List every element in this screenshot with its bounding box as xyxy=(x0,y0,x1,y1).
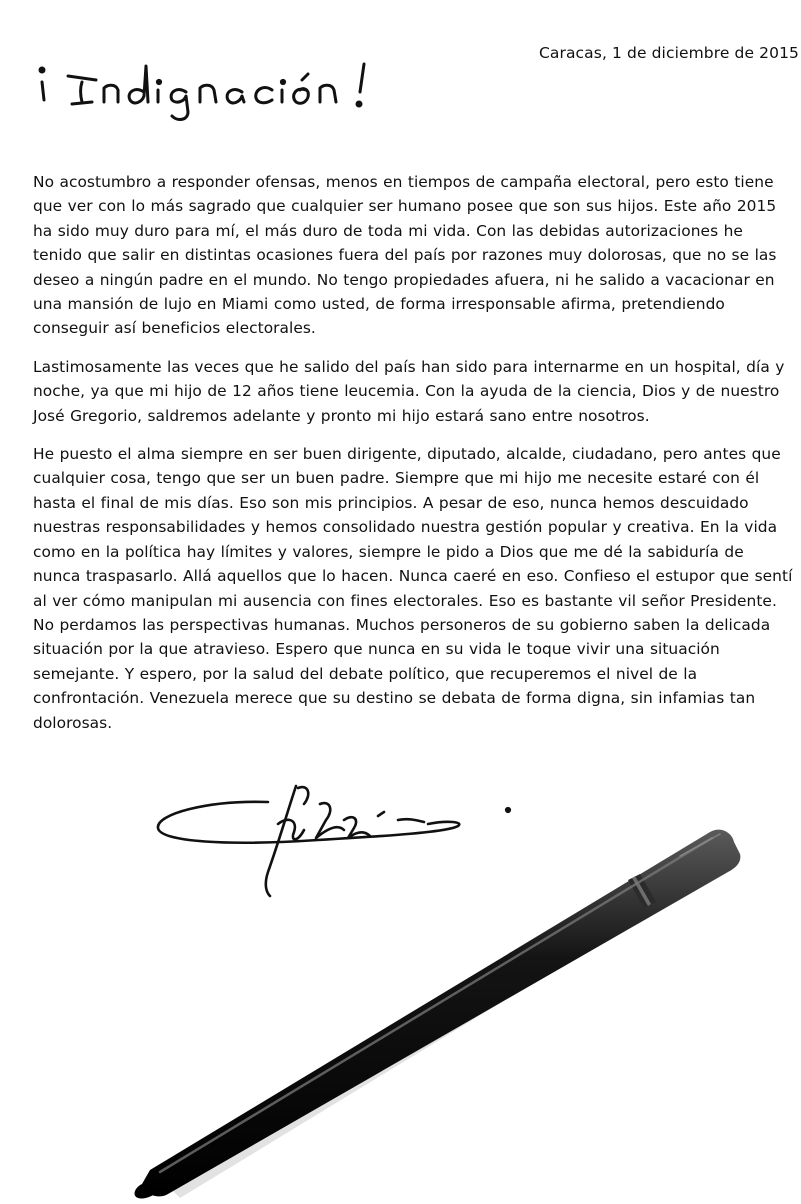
handwritten-title-icon xyxy=(28,54,388,124)
handwritten-title xyxy=(28,54,388,124)
letter-body xyxy=(33,170,793,735)
paragraph: He puesto el alma siempre en ser buen dirigente, diputado, alcalde, ciudadano, pero antes que cualquier cosa, tengo que ser un buen padre. Siempre que mi hijo me necesite estaré con él hasta el final de mis días. Eso son mis principios. A pesar de eso, nunca hemos descuidado nuestras responsabilidades y hemos consolidado nuestra gestión popular y creativa. En la vida como en la política hay límites y valores, siempre le pido a Dios que me dé la sabiduría de nunca traspasarlo. Allá aquellos que lo hacen. Nunca caeré en eso. Confieso el estupor que sentí al ver cómo manipulan mi ausencia con fines electorales. Eso es bastante vil señor Presidente. No perdamos las perspectivas humanas. Muchos personeros de su gobierno saben la delicada situación por la que atravieso. Espero que nunca en su vida le toque vivir una situación semejante. Y espero, por la salud del debate político, que recuperemos el nivel de la confrontación. Venezuela merece que su destino se debata de forma digna, sin infamias tan dolorosas. xyxy=(33,445,793,732)
pen-icon xyxy=(120,810,760,1200)
paragraph: No acostumbro a responder ofensas, menos en tiempos de campaña electoral, pero esto tiene que ver con lo más sagrado que cualquier ser humano posee que son sus hijos. Este año 2015 ha sido muy duro para mí, el más duro de toda mi vida. Con las debidas autorizaciones he tenido que salir en distintas ocasiones fuera del país por razones muy dolorosas, que no se las deseo a ningún padre en el mundo. No tengo propiedades afuera, ni he salido a vacacionar en una mansión de lujo en Miami como usted, de forma irresponsable afirma, pretendiendo conseguir así beneficios electorales. xyxy=(33,173,777,338)
place-date: Caracas, 1 de diciembre de 2015 xyxy=(538,44,799,62)
pen-illustration xyxy=(120,810,760,1200)
paragraph: Lastimosamente las veces que he salido del país han sido para internarme en un hospital, día y noche, ya que mi hijo de 12 años tiene leucemia. Con la ayuda de la ciencia, Dios y de nuestro José Gregorio, saldremos adelante y pronto mi hijo estará sano entre nosotros. xyxy=(33,357,785,425)
